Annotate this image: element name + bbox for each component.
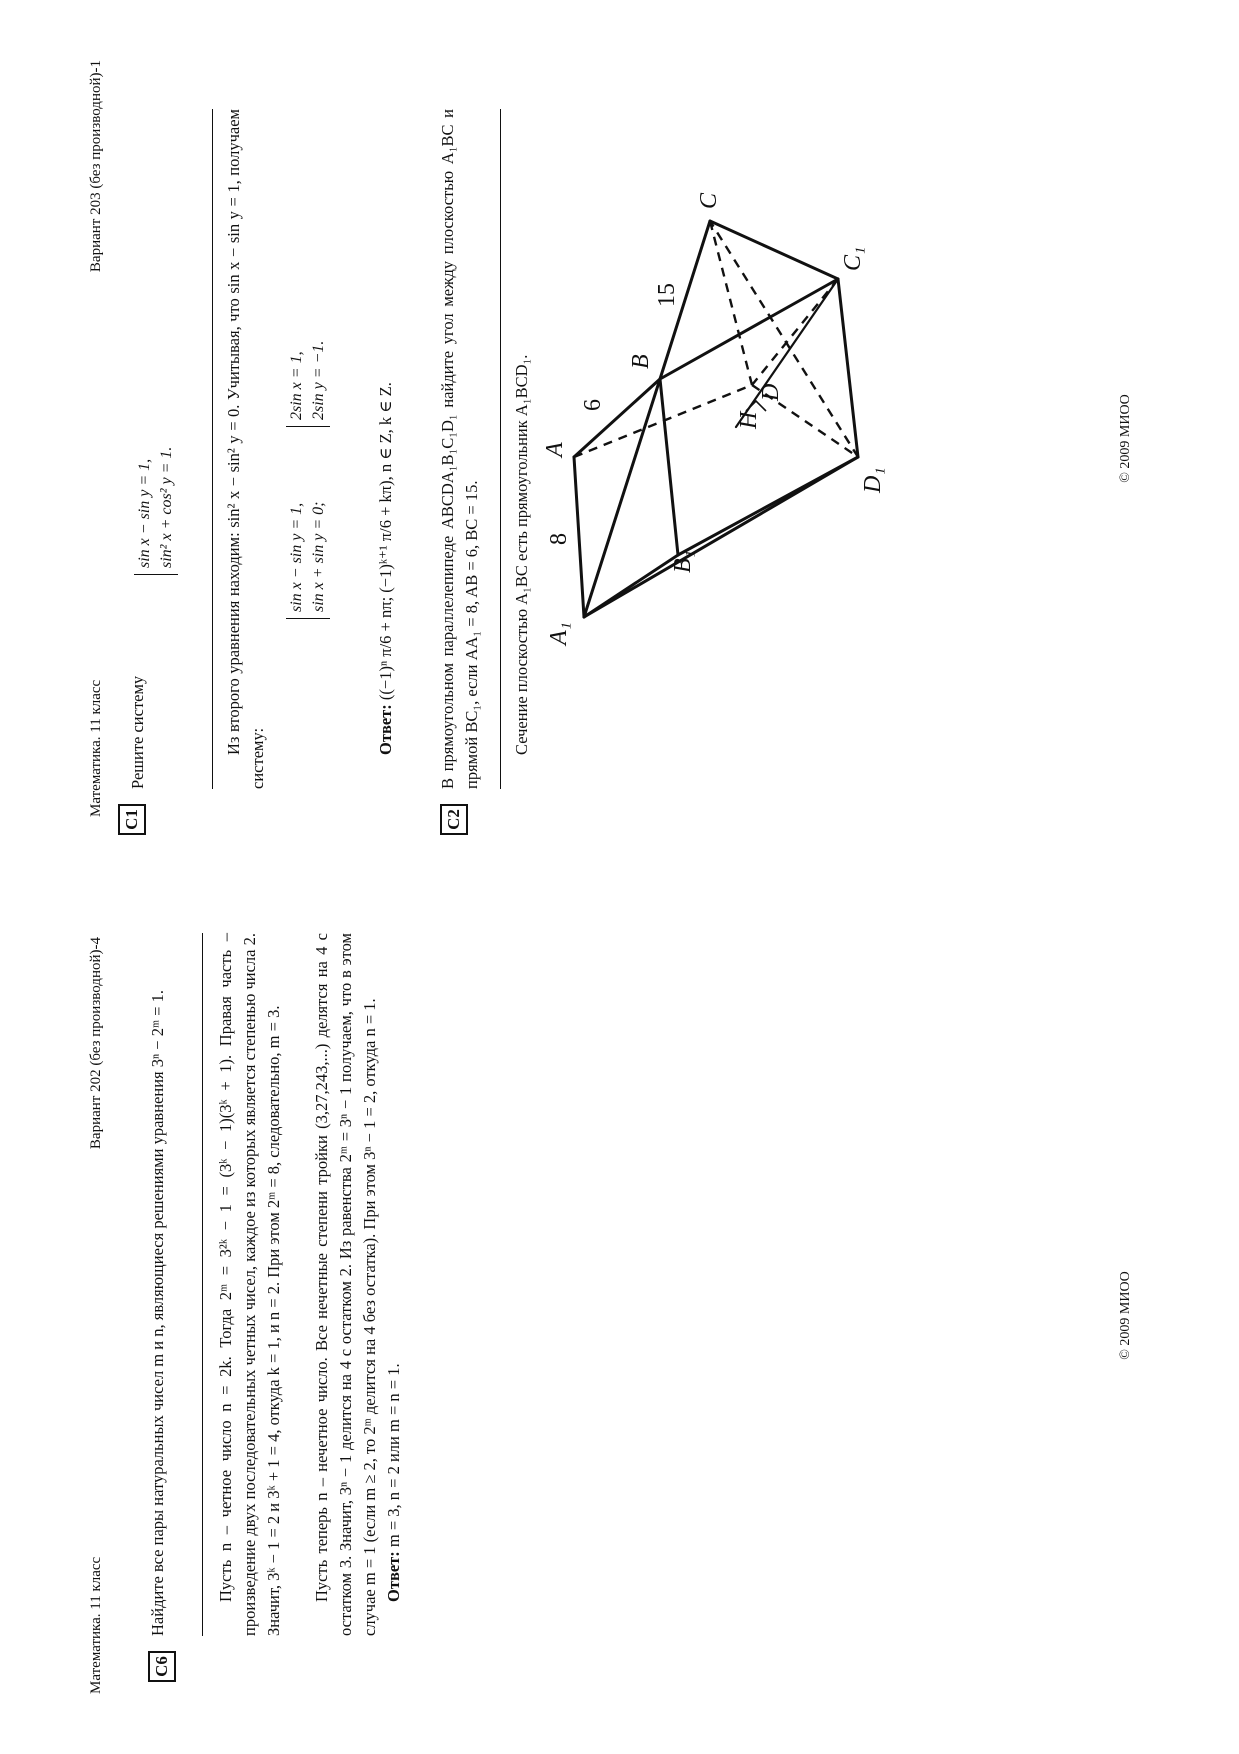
solution-paragraph-1: Пусть n – четное число n = 2k. Тогда 2ᵐ = 3²ᵏ − 1 = (3ᵏ − 1)(3ᵏ + 1). Правая часть – произведение двух последовательных четных чисел, каждое из которых является степенью числа 2. Значит, 3ᵏ − 1 = 2 и 3ᵏ + 1 = 4, откуда k = 1, и n = 2. При этом 2ᵐ = 8, следовательно, m = 3. xyxy=(216,933,283,1636)
parallelepiped-figure xyxy=(540,117,960,757)
task-label-c2: С2 xyxy=(440,804,468,835)
hidden-edge-c1-d xyxy=(752,279,838,385)
label-b1: B₁ xyxy=(670,549,696,573)
c1-system-b xyxy=(286,341,330,427)
c1-system xyxy=(134,447,178,575)
edge-c1-d1 xyxy=(838,279,858,457)
c1-answer-label: Ответ: xyxy=(376,704,395,755)
c2-section-text: Сечение плоскостью A₁BC есть прямоугольник A₁BCD₁. xyxy=(512,354,531,755)
page-header-right: Вариант 203 (без производной)-1 xyxy=(88,60,104,273)
hidden-edge-d-c xyxy=(710,221,752,385)
answer-label: Ответ: xyxy=(384,1551,403,1602)
c1-answer-line xyxy=(374,109,398,755)
c1-system-b-eq1: 2sin x = 1, xyxy=(288,351,305,420)
c1-system-eq2: sin² x + cos² y = 1. xyxy=(158,446,175,568)
edge-b1-d1 xyxy=(678,457,858,555)
page-header-left: Математика. 11 класс xyxy=(88,1556,104,1694)
label-h: H xyxy=(736,411,762,429)
divider xyxy=(212,109,213,789)
label-b: B xyxy=(628,354,654,369)
task-label-c6: С6 xyxy=(148,1651,176,1682)
c1-solution-text: Из второго уравнения находим: sin² x − sin² y = 0. Учитывая, что sin x − sin y = 1, получаем систему: xyxy=(224,109,267,789)
task-text-c2: В прямоугольном параллелепипеде ABCDA₁B₁C₁D₁ найдите угол между плоскостью A₁BC и прямой BC₁, если AA₁ = 8, AB = 6, BC = 15. xyxy=(438,109,481,789)
page-header-left: Математика. 11 класс xyxy=(88,679,104,817)
c1-system-b-eq2: 2sin y = −1. xyxy=(310,340,327,420)
label-d1: D₁ xyxy=(860,467,886,493)
task-text-c1: Решите систему xyxy=(128,675,147,789)
page-header-right: Вариант 202 (без производной)-4 xyxy=(88,937,104,1150)
c1-system-a-eq2: sin x + sin y = 0; xyxy=(310,501,327,612)
c1-system-eq1: sin x − sin y = 1, xyxy=(136,458,153,568)
solution-paragraph-2: Пусть теперь n – нечетное число. Все нечетные степени тройки (3,27,243,...) делятся на 4 с остатком 3. Значит, 3ⁿ − 1 делится на 4 с остатком 2. Из равенства 2ᵐ = 3ⁿ − 1 получаем, что в этом случае m = 1 (если m ≥ 2, то 2ᵐ делится на 4 без остатка). При этом 3ⁿ − 1 = 2, откуда n = 1. xyxy=(312,933,379,1636)
label-a: A xyxy=(542,442,568,457)
edge-b1-b xyxy=(660,379,678,555)
page-footer: © 2009 МИОО xyxy=(1118,1271,1133,1360)
answer-line xyxy=(382,933,406,1602)
label-d: D xyxy=(758,383,784,401)
length-label-6: 6 xyxy=(580,399,606,411)
divider xyxy=(500,109,501,789)
left-page xyxy=(0,877,1239,1754)
label-c1: C₁ xyxy=(840,246,866,271)
divider xyxy=(202,933,203,1636)
c1-system-a xyxy=(286,502,330,619)
task-label-c1: С1 xyxy=(118,804,146,835)
length-label-8: 8 xyxy=(546,533,572,545)
c1-system-a-eq1: sin x − sin y = 1, xyxy=(288,502,305,612)
length-label-15: 15 xyxy=(654,283,680,307)
edge-a1-a xyxy=(574,457,584,617)
answer-text: m = 3, n = 2 или m = n = 1. xyxy=(384,1363,403,1548)
label-c: C xyxy=(696,192,722,209)
page-footer: © 2009 МИОО xyxy=(1118,394,1133,483)
c1-answer-text: ((−1)ⁿ π/6 + nπ; (−1)ᵏ⁺¹ π/6 + kπ), n ∈ Z, k ∈ Z. xyxy=(376,382,395,701)
label-a1: A₁ xyxy=(546,621,572,645)
task-text-c6: Найдите все пары натуральных чисел m и n, являющиеся решениями уравнения 3ⁿ − 2ᵐ = 1. xyxy=(148,990,167,1636)
